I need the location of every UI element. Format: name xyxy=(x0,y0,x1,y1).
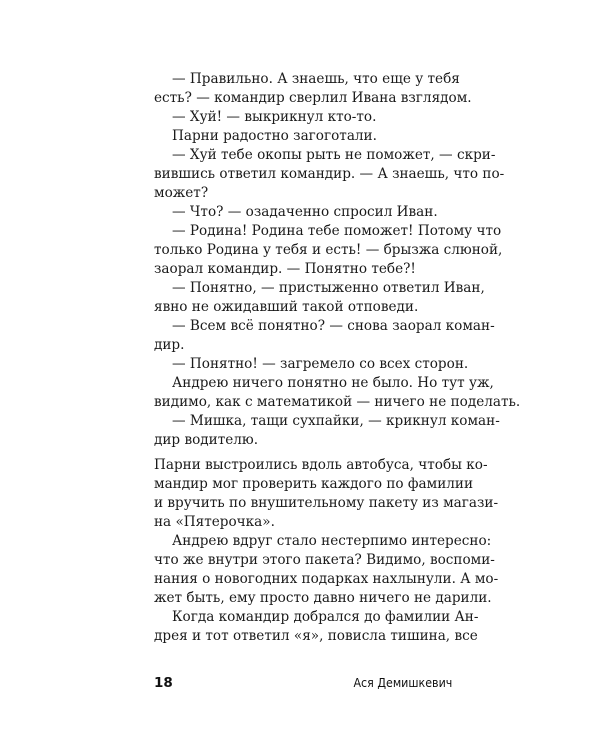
text-line: явно не ожидавший такой отповеди. xyxy=(154,299,419,315)
text-line: и вручить по внушительному пакету из магази- xyxy=(154,495,499,511)
text-line: заорал командир. — Понятно тебе?! xyxy=(154,261,416,277)
text-line: вившись ответил командир. — А знаешь, что по- xyxy=(154,166,505,182)
text-line: есть? — командир сверлил Ивана взглядом. xyxy=(154,90,472,106)
text-block-dialogue xyxy=(154,70,521,450)
text-line: дрея и тот ответил «я», повисла тишина, все xyxy=(154,628,478,644)
text-line: — Мишка, тащи сухпайки, — крикнул коман- xyxy=(172,413,500,429)
text-line: видимо, как с математикой — ничего не поделать. xyxy=(154,394,521,410)
text-line: Когда командир добрался до фамилии Ан- xyxy=(172,609,479,625)
text-line: дир водителю. xyxy=(154,432,259,448)
text-line: — Родина! Родина тебе поможет! Потому что xyxy=(172,223,502,239)
text-line: — Понятно! — загремело со всех сторон. xyxy=(172,356,469,372)
text-line: — Хуй тебе окопы рыть не поможет, — скри- xyxy=(172,147,496,163)
text-line: Парни выстроились вдоль автобуса, чтобы ко- xyxy=(154,457,488,473)
text-line: Андрею ничего понятно не было. Но тут уж, xyxy=(172,375,494,391)
text-line: — Понятно, — пристыженно ответил Иван, xyxy=(172,280,485,296)
text-line: Парни радостно загоготали. xyxy=(172,128,377,144)
author-name: Ася Демишкевич xyxy=(353,675,452,690)
text-line: может? xyxy=(154,185,209,201)
text-line: мандир мог проверить каждого по фамилии xyxy=(154,476,474,492)
text-line: Андрею вдруг стало нестерпимо интересно: xyxy=(172,533,492,549)
text-line: на «Пятерочка». xyxy=(154,514,275,530)
text-line: — Хуй! — выкрикнул кто-то. xyxy=(172,109,377,125)
text-line: — Правильно. А знаешь, что еще у тебя xyxy=(172,71,460,87)
text-line: только Родина у тебя и есть! — брызжа слюной, xyxy=(154,242,503,258)
text-block-narrative xyxy=(154,456,499,646)
text-line: нания о новогодних подарках нахлынули. А мо- xyxy=(154,571,499,587)
text-line: дир. xyxy=(154,337,185,353)
text-line: жет быть, ему просто давно ничего не дарили. xyxy=(154,590,492,606)
page-number: 18 xyxy=(154,675,173,691)
text-line: что же внутри этого пакета? Видимо, воспоми- xyxy=(154,552,495,568)
text-line: — Что? — озадаченно спросил Иван. xyxy=(172,204,438,220)
text-line: — Всем всё понятно? — снова заорал коман- xyxy=(172,318,495,334)
